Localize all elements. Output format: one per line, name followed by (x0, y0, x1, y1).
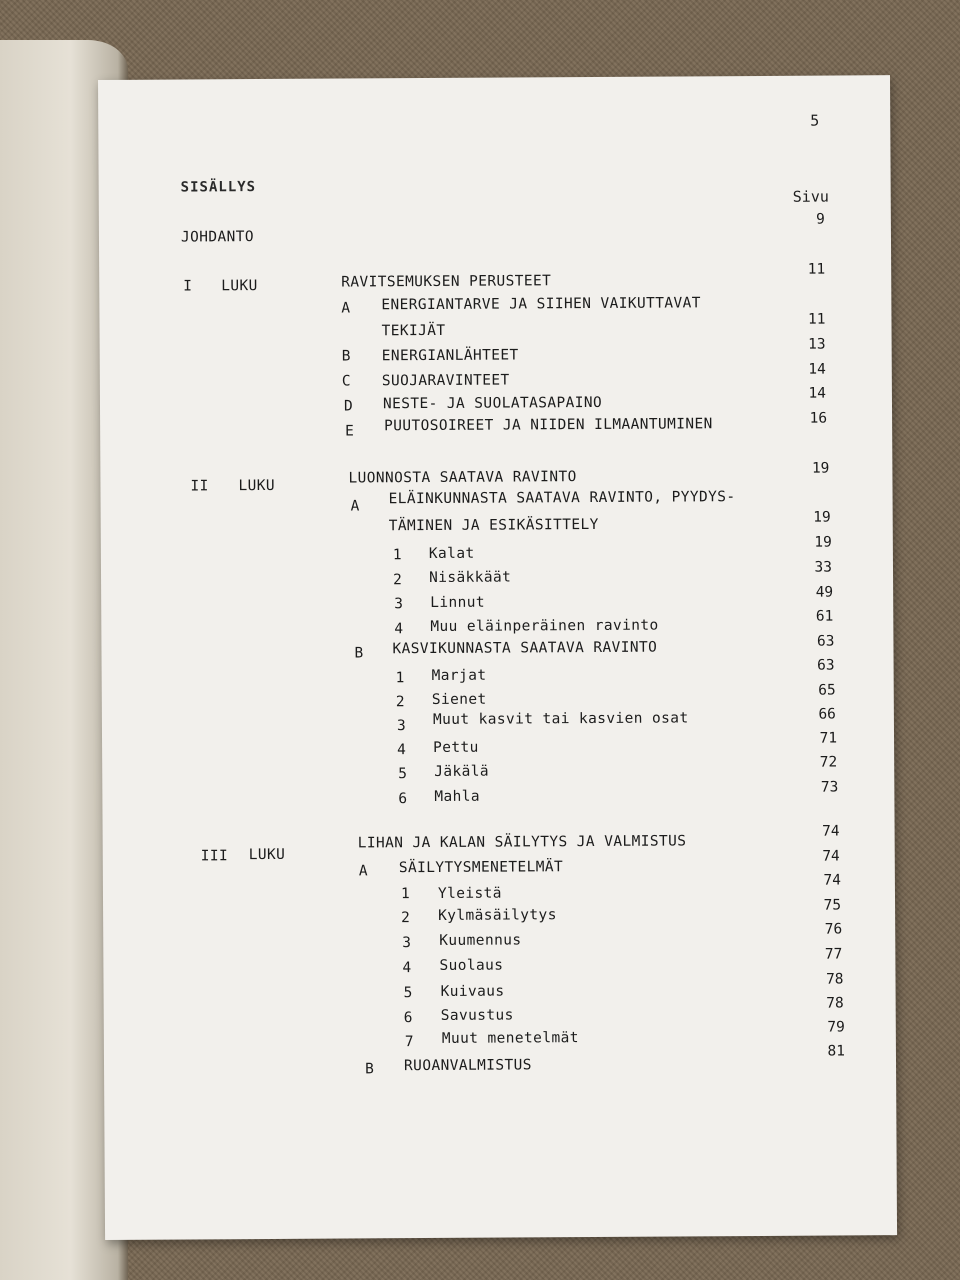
chapter-3-title: LIHAN JA KALAN SÄILYTYS JA VALMISTUS (357, 833, 687, 852)
item-2a1-number: 1 (392, 547, 403, 564)
item-2b3-number: 3 (396, 718, 407, 735)
item-2a3-number: 3 (394, 596, 404, 613)
section-1c-title: SUOJARAVINTEET (381, 372, 510, 390)
item-2b1-number: 1 (395, 670, 405, 687)
item-2b5-number: 5 (398, 766, 408, 783)
item-3a3-number: 3 (402, 935, 412, 952)
section-2a-title-line1: ELÄINKUNNASTA SAATAVA RAVINTO, PYYDYS- (388, 489, 736, 508)
section-1a-title-line1: ENERGIANTARVE JA SIIHEN VAIKUTTAVAT (381, 295, 701, 314)
section-1d-page: 14 (808, 385, 826, 402)
item-2b3-page: 66 (818, 706, 836, 723)
section-2b-title: KASVIKUNNASTA SAATAVA RAVINTO (392, 639, 658, 658)
item-3a1-number: 1 (400, 886, 411, 903)
chapter-2-luku: LUKU (238, 477, 276, 495)
item-3a1-page: 74 (823, 872, 841, 889)
item-3a1-title: Yleistä (437, 885, 502, 902)
item-2b2-number: 2 (395, 694, 405, 711)
section-1e-letter: E (345, 423, 355, 440)
chapter-1-roman: I (183, 278, 193, 295)
section-1d-title: NESTE- JA SUOLATASAPAINO (382, 394, 603, 413)
item-2b1-title: Marjat (431, 667, 487, 684)
item-3a4-number: 4 (402, 960, 412, 977)
section-1e-page: 16 (809, 410, 828, 427)
chapter-1-page: 11 (807, 261, 826, 278)
section-3b-title: RUOANVALMISTUS (403, 1057, 532, 1075)
section-2a-letter: A (350, 498, 360, 515)
item-3a6-number: 6 (403, 1010, 413, 1027)
section-2a-title-line2: TÄMINEN JA ESIKÄSITTELY (388, 516, 599, 535)
section-1e-title: PUUTOSOIREET JA NIIDEN ILMAANTUMINEN (384, 416, 713, 435)
page-number: 5 (810, 111, 820, 130)
item-2b4-title: Pettu (433, 739, 479, 756)
chapter-2-page: 19 (811, 460, 830, 477)
section-3a-page: 74 (822, 848, 840, 865)
section-1a-page: 11 (807, 311, 826, 328)
section-2a-page: 19 (813, 509, 831, 526)
section-3a-letter: A (358, 863, 369, 880)
chapter-3-roman: III (200, 848, 229, 865)
item-2b2-page: 65 (818, 682, 836, 699)
section-3b-letter: B (364, 1061, 375, 1078)
item-2a1-title: Kalat (428, 545, 475, 562)
item-2b4-number: 4 (397, 742, 407, 759)
item-3a2-page: 75 (823, 897, 842, 914)
section-3a-title: SÄILYTYSMENETELMÄT (398, 859, 564, 877)
chapter-1-title: RAVITSEMUKSEN PERUSTEET (341, 273, 552, 291)
item-2b4-page: 71 (819, 730, 838, 747)
section-2b-letter: B (354, 645, 364, 662)
section-1a-title-line2: TEKIJÄT (381, 322, 446, 340)
section-1c-letter: C (341, 373, 352, 390)
item-2b5-page: 72 (819, 754, 838, 771)
item-2a2-title: Nisäkkäät (428, 569, 512, 586)
item-3a3-page: 76 (824, 921, 843, 938)
item-3a5-title: Kuivaus (440, 983, 505, 1000)
chapter-2-roman: II (190, 478, 209, 495)
item-2b6-page: 73 (820, 779, 839, 796)
item-3a7-page: 79 (827, 1019, 845, 1036)
item-2a2-page: 33 (814, 559, 833, 576)
page-column-label: Sivu (792, 187, 829, 206)
item-3a6-page: 78 (826, 995, 844, 1012)
item-2b1-page: 63 (817, 657, 835, 674)
item-2b3-title: Muut kasvit tai kasvien osat (432, 710, 689, 728)
item-3a4-page: 77 (824, 946, 843, 963)
chapter-3-luku: LUKU (248, 846, 286, 864)
section-1c-page: 14 (808, 361, 826, 378)
document-page (98, 75, 897, 1240)
item-3a5-number: 5 (403, 985, 413, 1002)
toc-heading: SISÄLLYS (180, 179, 257, 196)
item-3a4-title: Suolaus (439, 957, 504, 974)
item-2b2-title: Sienet (431, 691, 487, 708)
item-2a1-page: 19 (814, 534, 832, 551)
item-2b6-title: Mahla (434, 788, 481, 805)
chapter-1-luku: LUKU (221, 278, 258, 295)
item-3a6-title: Savustus (440, 1007, 514, 1024)
section-1b-title: ENERGIANLÄHTEET (381, 347, 519, 365)
item-3a3-title: Kuumennus (439, 932, 522, 949)
toc-page-johdanto: 9 (816, 211, 825, 228)
toc-entry-johdanto: JOHDANTO (180, 229, 255, 246)
section-1b-page: 13 (808, 336, 826, 353)
chapter-2-title: LUONNOSTA SAATAVA RAVINTO (348, 469, 577, 487)
section-1b-letter: B (341, 348, 351, 365)
section-2b-page: 63 (816, 633, 835, 650)
item-2a3-title: Linnut (430, 594, 486, 611)
item-3a2-title: Kylmäsäilytys (438, 907, 557, 924)
item-2a2-number: 2 (393, 572, 403, 589)
section-3b-page: 81 (827, 1043, 845, 1060)
item-2a3-page: 49 (815, 584, 834, 601)
item-2a4-number: 4 (394, 621, 404, 638)
section-1a-letter: A (341, 300, 351, 317)
chapter-3-page: 74 (822, 823, 840, 840)
section-1d-letter: D (343, 398, 354, 415)
item-2a4-page: 61 (815, 608, 834, 625)
item-3a7-number: 7 (404, 1034, 415, 1051)
item-3a2-number: 2 (401, 910, 411, 927)
item-2b5-title: Jäkälä (434, 763, 490, 780)
item-3a5-page: 78 (825, 971, 844, 988)
item-2a4-title: Muu eläinperäinen ravinto (430, 617, 659, 635)
item-2b6-number: 6 (398, 791, 408, 808)
item-3a7-title: Muut menetelmät (441, 1030, 579, 1047)
